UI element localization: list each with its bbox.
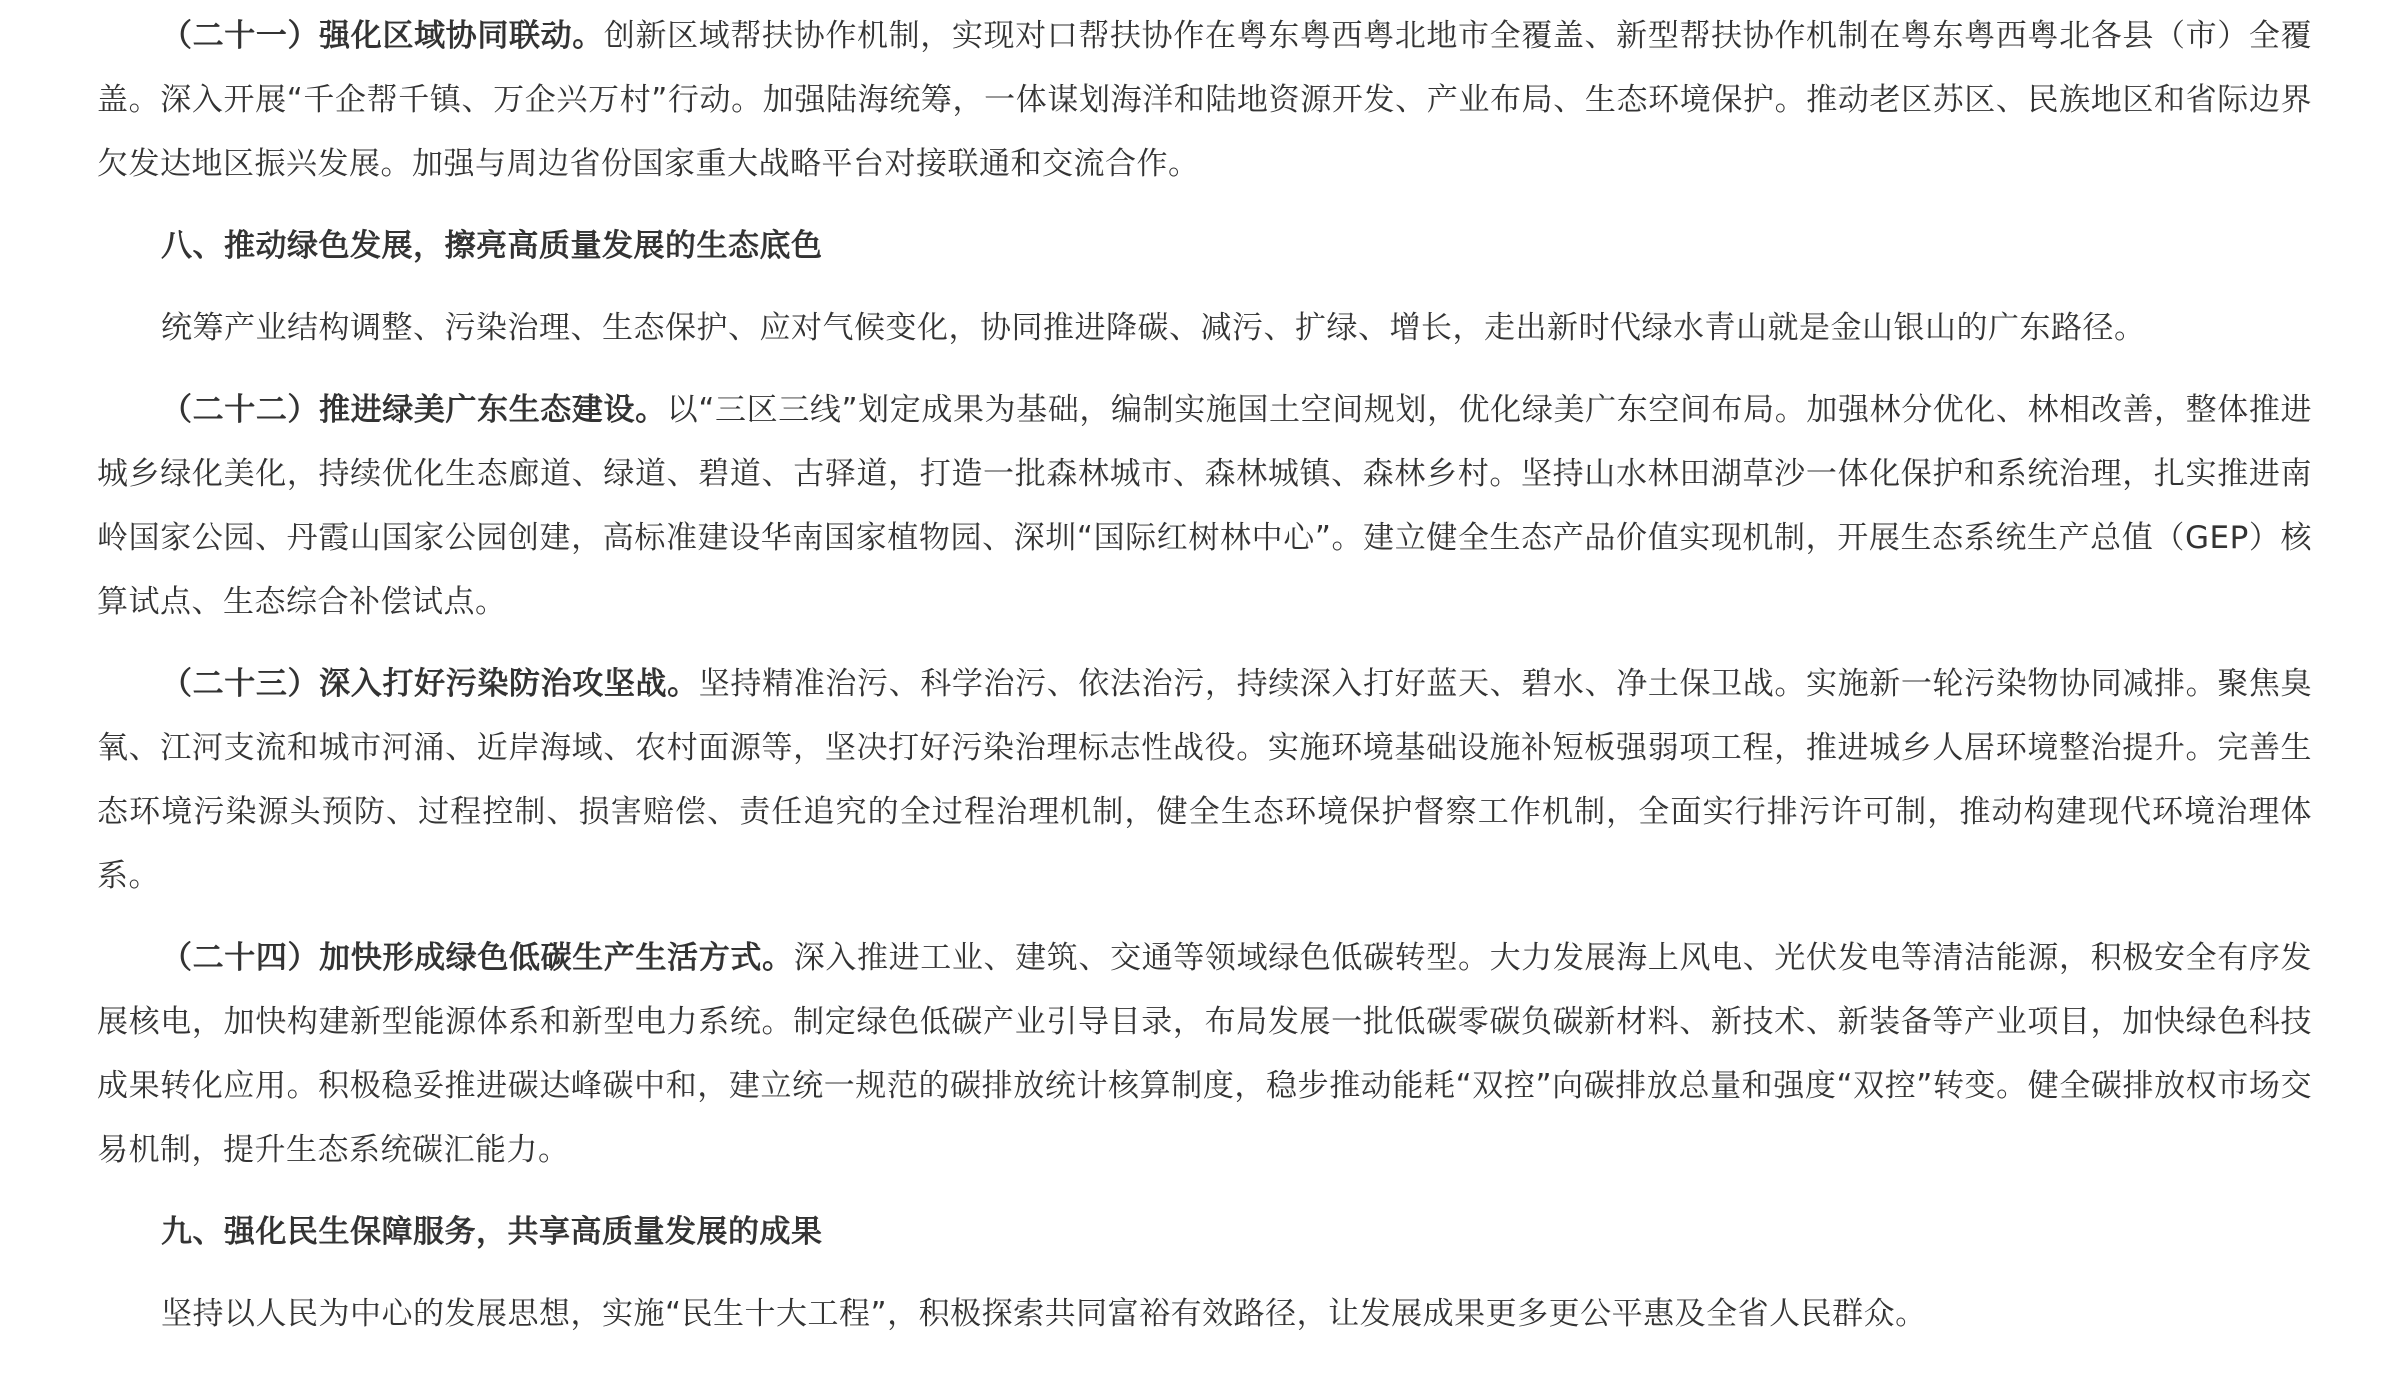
paragraph-section-21 — [97, 4, 2312, 196]
chapter-heading-9: 九、强化民生保障服务，共享高质量发展的成果 — [161, 1214, 823, 1250]
paragraph-section-22 — [97, 378, 2312, 634]
paragraph-section-24 — [97, 926, 2312, 1182]
section-lead: （二十四）加快形成绿色低碳生产生活方式。 — [161, 940, 794, 976]
document-body — [97, 0, 2312, 1346]
section-text: 深入推进工业、建筑、交通等领域绿色低碳转型。大力发展海上风电、光伏发电等清洁能源，积极安全有序发展核电，加快构建新型能源体系和新型电力系统。制定绿色低碳产业引导目录，布局发展一批低碳零碳负碳新材料、新技术、新装备等产业项目，加快绿色科技成果转化应用。积极稳妥推进碳达峰碳中和，建立统一规范的碳排放统计核算制度，稳步推动能耗“双控”向碳排放总量和强度“双控”转变。健全碳排放权市场交易机制，提升生态系统碳汇能力。 — [97, 940, 2312, 1168]
paragraph-section-23 — [97, 652, 2312, 908]
paragraph-intro-8: 统筹产业结构调整、污染治理、生态保护、应对气候变化，协同推进降碳、减污、扩绿、增长，走出新时代绿水青山就是金山银山的广东路径。 — [161, 310, 2146, 346]
section-lead: （二十一）强化区域协同联动。 — [161, 18, 604, 54]
section-text: 坚持精准治污、科学治污、依法治污，持续深入打好蓝天、碧水、净土保卫战。实施新一轮污染物协同减排。聚焦臭氧、江河支流和城市河涌、近岸海域、农村面源等，坚决打好污染治理标志性战役。实施环境基础设施补短板强弱项工程，推进城乡人居环境整治提升。完善生态环境污染源头预防、过程控制、损害赔偿、责任追究的全过程治理机制，健全生态环境保护督察工作机制，全面实行排污许可制，推动构建现代环境治理体系。 — [97, 666, 2313, 894]
paragraph-intro-9: 坚持以人民为中心的发展思想，实施“民生十大工程”，积极探索共同富裕有效路径，让发展成果更多更公平惠及全省人民群众。 — [161, 1296, 1927, 1332]
chapter-heading-8: 八、推动绿色发展，擦亮高质量发展的生态底色 — [161, 228, 823, 264]
section-lead: （二十三）深入打好污染防治攻坚战。 — [161, 666, 699, 702]
section-text: 以“三区三线”划定成果为基础，编制实施国土空间规划，优化绿美广东空间布局。加强林分优化、林相改善，整体推进城乡绿化美化，持续优化生态廊道、绿道、碧道、古驿道，打造一批森林城市、森林城镇、森林乡村。坚持山水林田湖草沙一体化保护和系统治理，扎实推进南岭国家公园、丹霞山国家公园创建，高标准建设华南国家植物园、深圳“国际红树林中心”。建立健全生态产品价值实现机制，开展生态系统生产总值（GEP）核算试点、生态综合补偿试点。 — [97, 392, 2312, 620]
section-text: 创新区域帮扶协作机制，实现对口帮扶协作在粤东粤西粤北地市全覆盖、新型帮扶协作机制在粤东粤西粤北各县（市）全覆盖。深入开展“千企帮千镇、万企兴万村”行动。加强陆海统筹，一体谋划海洋和陆地资源开发、产业布局、生态环境保护。推动老区苏区、民族地区和省际边界欠发达地区振兴发展。加强与周边省份国家重大战略平台对接联通和交流合作。 — [97, 18, 2313, 182]
section-lead: （二十二）推进绿美广东生态建设。 — [161, 392, 667, 428]
